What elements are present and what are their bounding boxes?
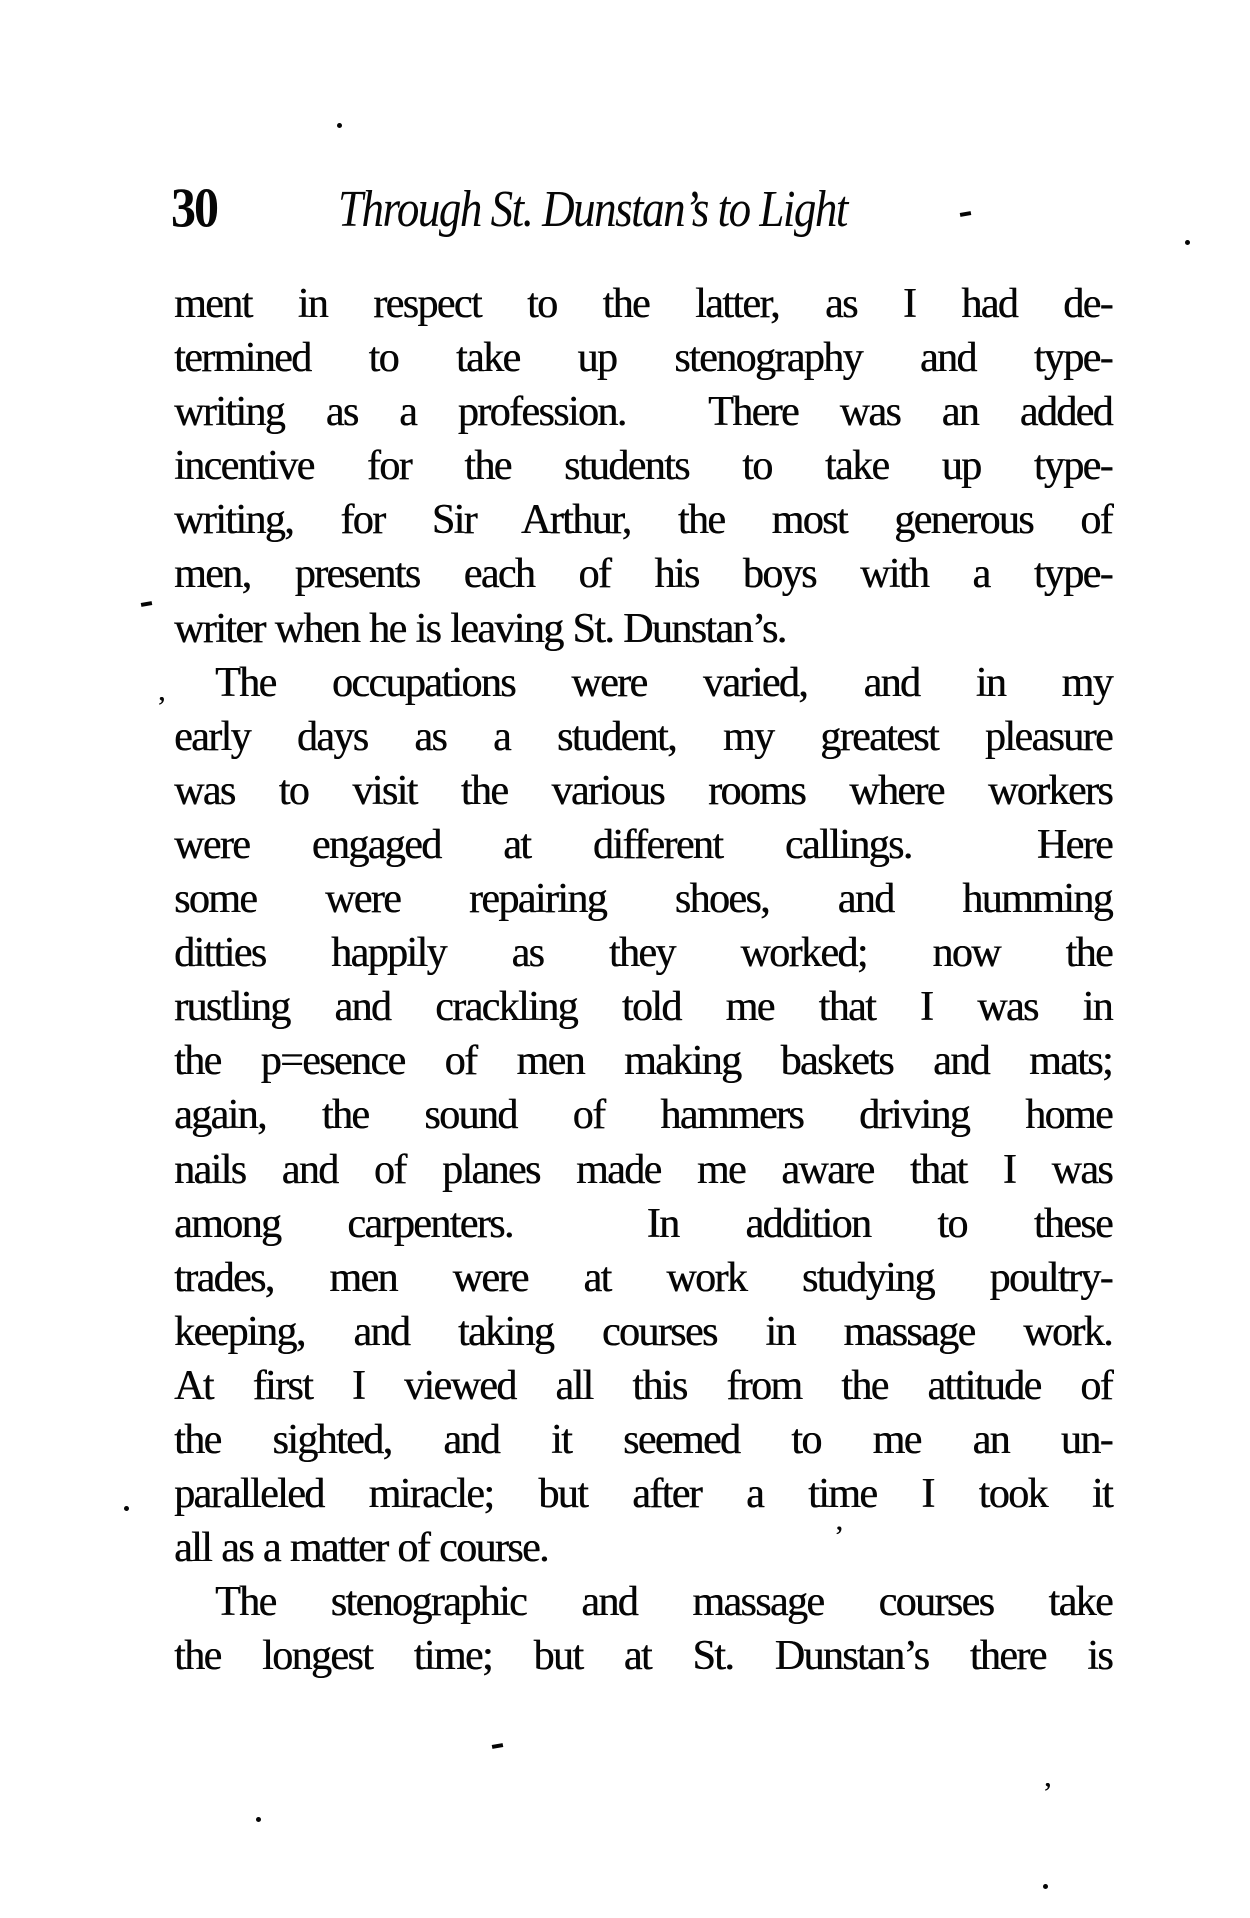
text-line: writing as a profession. There was an added (174, 389, 1112, 436)
text-line: ditties happily as they worked; now the (174, 930, 1112, 977)
text-line: ment in respect to the latter, as I had de- (174, 281, 1112, 327)
text-line: again, the sound of hammers driving home (174, 1092, 1112, 1139)
ink-speck (1043, 1884, 1048, 1889)
text-line: were engaged at different callings. Here (174, 821, 1112, 868)
running-title: Through St. Dunstan’s to Light (338, 179, 847, 238)
text-line: writing, for Sir Arthur, the most generous of (174, 497, 1112, 544)
text-line: keeping, and taking courses in massage work. (174, 1308, 1112, 1355)
text-line: early days as a student, my greatest pleasure (174, 713, 1112, 760)
text-line: rustling and crackling told me that I was in (174, 984, 1112, 1031)
text-line: the sighted, and it seemed to me an un- (174, 1416, 1112, 1463)
ink-speck (492, 1743, 504, 1749)
ink-speck (337, 123, 342, 128)
text-line: some were repairing shoes, and humming (174, 876, 1112, 923)
text-line: writer when he is leaving St. Dunstan’s. (174, 605, 786, 652)
text-line: men, presents each of his boys with a type- (174, 551, 1112, 598)
ink-speck (141, 601, 153, 607)
text-line: the p=esence of men making baskets and mats; (174, 1038, 1112, 1085)
text-line: The stenographic and massage courses take (215, 1579, 1112, 1626)
text-line: termined to take up stenography and type- (174, 335, 1112, 382)
text-line: incentive for the students to take up type- (174, 443, 1112, 490)
text-line: The occupations were varied, and in my (215, 659, 1112, 706)
ink-speck: , (1044, 1760, 1052, 1793)
text-line: the longest time; but at St. Dunstan’s there is (174, 1633, 1112, 1680)
ink-speck (1185, 240, 1190, 245)
text-line: among carpenters. In addition to these (174, 1200, 1112, 1247)
text-line: nails and of planes made me aware that I was (174, 1146, 1112, 1193)
ink-speck (124, 1506, 129, 1511)
text-line: was to visit the various rooms where workers (174, 767, 1112, 814)
ink-speck: ’ (834, 1520, 844, 1553)
ink-speck (256, 1817, 261, 1822)
text-line: paralleled miracle; but after a time I took it (174, 1471, 1112, 1518)
text-line: trades, men were at work studying poultry- (174, 1254, 1112, 1301)
page-number: 30 (171, 176, 217, 239)
ink-speck: , (158, 674, 166, 707)
text-line: At first I viewed all this from the attitude of (174, 1362, 1112, 1409)
body-text-block (174, 277, 1112, 1683)
text-line: all as a matter of course. (174, 1525, 548, 1572)
ink-speck (960, 211, 972, 217)
